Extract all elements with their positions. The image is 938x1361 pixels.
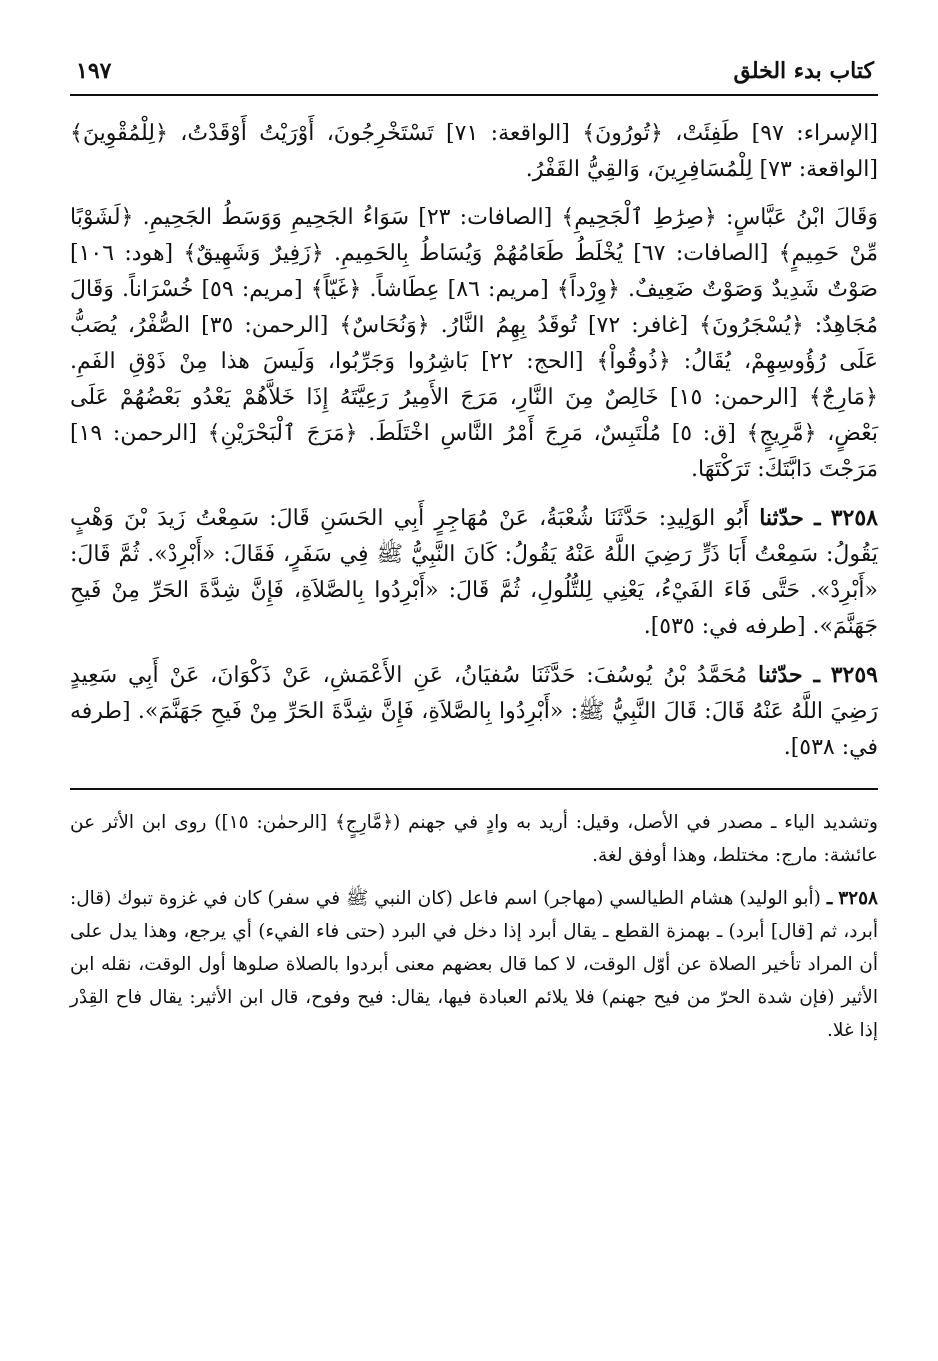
hadith-text: أَبُو الوَلِيدِ: حَدَّثَنَا شُعْبَةُ، عَنْ مُهَاجِرٍ أَبِي الحَسَنِ قَالَ: سَمِعْتُ زَيدَ بْنَ وَهْبٍ يَقُولُ: سَمِعْتُ أَبَا ذَرٍّ رَضِيَ اللَّهُ عَنْهُ يَقُولُ: كَانَ النَّبِيُّ ﷺ فِي سَفَرٍ، فَقَالَ: «أَبْرِدْ». ثُمَّ قَالَ: «أَبْرِدْ». حَتَّى فَاءَ الفَيْءُ، يَعْنِي لِلتُّلُولِ، ثُمَّ قَالَ: «أَبْرِدُوا بِالصَّلاَةِ، فَإِنَّ شِدَّةَ الحَرِّ مِنْ فَيحِ جَهَنَّمَ». [طرفه في: ٥٣٥].: [70, 506, 878, 639]
hadith-number: ٣٢٥٩: [830, 662, 878, 688]
footnote-dash: ـ: [826, 888, 833, 909]
hadith-3258: [70, 500, 878, 645]
book-title: كتاب بدء الخلق: [733, 58, 874, 84]
paragraph-vocabulary-1: [الإسراء: ٩٧] طَفِئَتْ، ﴿تُورُونَ﴾ [الواقعة: ٧١] تَسْتَخْرِجُونَ، أَوْرَيْتُ أَوْقَدْتُ، ﴿لِلْمُقْوِينَ﴾ [الواقعة: ٧٣] لِلْمُسَافِرِينَ، وَالقِيُّ القَفْرُ.: [70, 121, 878, 182]
hadith-text: مُحَمَّدُ بْنُ يُوسُفَ: حَدَّثَنَا سُفيَانُ، عَنِ الأَعْمَشِ، عَنْ ذَكْوَانَ، عَنْ أَبِي سَعِيدٍ رَضِيَ اللَّهُ عَنْهُ قَالَ: قَالَ النَّبِيُّ ﷺ: «أَبْرِدُوا بِالصَّلاَةِ، فَإِنَّ شِدَّةَ الحَرِّ مِنْ فَيحِ جَهَنَّمَ». [طرفه في: ٥٣٨].: [70, 663, 878, 760]
page-header: [70, 50, 878, 96]
hadith-dash: ـ: [813, 662, 820, 688]
book-page: [70, 50, 878, 1310]
hadith-dash: ـ: [814, 505, 821, 531]
page-number: ١٩٧: [76, 58, 112, 84]
footnote-number: ٣٢٥٨: [838, 888, 878, 909]
footnote-3258: [70, 882, 878, 1047]
footnotes: [70, 806, 878, 1047]
footnote-text: (أبو الوليد) هشام الطيالسي (مهاجر) اسم فاعل (كان النبي ﷺ في سفر) كان في غزوة تبوك (قال: أبرد، ثم [قال] أبرد) ـ بهمزة القطع ـ يقال أبرد إذا دخل في البرد (حتى فاء الفيء) أي يرجع، وهذا يدل على أن المراد تأخير الصلاة عن أوّل الوقت، لا كما قال بعضهم معنى أبردوا بالصلاة صلوها أول الوقت، نقله ابن الأثير (فإن شدة الحرّ من فيح جهنم) فلا يلائم العبادة فيها، يقال: فيح وفوح، قال ابن الأثير: يقال فاح القِدْر إذا غلا.: [70, 888, 878, 1041]
hadith-lead: حدّثنا: [759, 505, 804, 531]
hadith-3259: [70, 657, 878, 766]
main-text: [70, 116, 878, 766]
hadith-lead: حدّثنا: [758, 662, 803, 688]
footnote-separator: [70, 788, 878, 790]
footnote-continuation: وتشديد الياء ـ مصدر في الأصل، وقيل: أريد به وادٍ في جهنم (﴿مَّارِجٍ﴾ [الرحمٰن: ١٥]) روى ابن الأثر عن عائشة: مارج: مختلط، وهذا أوفق لغة.: [70, 812, 878, 866]
hadith-number: ٣٢٥٨: [830, 505, 878, 531]
paragraph-vocabulary-2: وَقَالَ ابْنُ عَبَّاسٍ: ﴿صِرَٰطِ ٱلْجَحِيمِ﴾ [الصافات: ٢٣] سَوَاءُ الجَحِيمِ وَوَسَطُ الجَحِيمِ. ﴿لَشَوْبًا مِّنْ حَمِيمٍ﴾ [الصافات: ٦٧] يُخْلَطُ طَعَامُهُمْ وَيُسَاطُ بِالحَمِيمِ. ﴿زَفِيرٌ وَشَهِيقٌ﴾ [هود: ١٠٦] صَوْتٌ شَدِيدٌ وَصَوْتٌ ضَعِيفٌ. ﴿وِرْداً﴾ [مريم: ٨٦] عِطَاشاً. ﴿غَيّاً﴾ [مريم: ٥٩] خُسْرَاناً. وَقَالَ مُجَاهِدٌ: ﴿يُسْجَرُونَ﴾ [غافر: ٧٢] تُوقَدُ بِهِمُ النَّارُ. ﴿وَنُحَاسٌ﴾ [الرحمن: ٣٥] الصُّفْرُ، يُصَبُّ عَلَى رُؤُوسِهِمْ، يُقَالُ: ﴿ذُوقُواْ﴾ [الحج: ٢٢] بَاشِرُوا وَجَرِّبُوا، وَلَيسَ هذا مِنْ ذَوْقِ الفَمِ. ﴿مَارِجٌ﴾ [الرحمن: ١٥] خَالِصٌ مِنَ النَّارِ، مَرَجَ الأَمِيرُ رَعِيَّتَهُ إِذَا خَلاَّهُمْ يَعْدُو بَعْضُهُمْ عَلَى بَعْضٍ، ﴿مَّرِيجٍ﴾ [ق: ٥] مُلْتَبِسٌ، مَرِجَ أَمْرُ النَّاسِ اخْتَلَطَ. ﴿مَرَجَ ٱلْبَحْرَيْنِ﴾ [الرحمن: ١٩] مَرَجْتَ دَابَّتَكَ: تَرَكْتَهَا.: [70, 205, 878, 482]
